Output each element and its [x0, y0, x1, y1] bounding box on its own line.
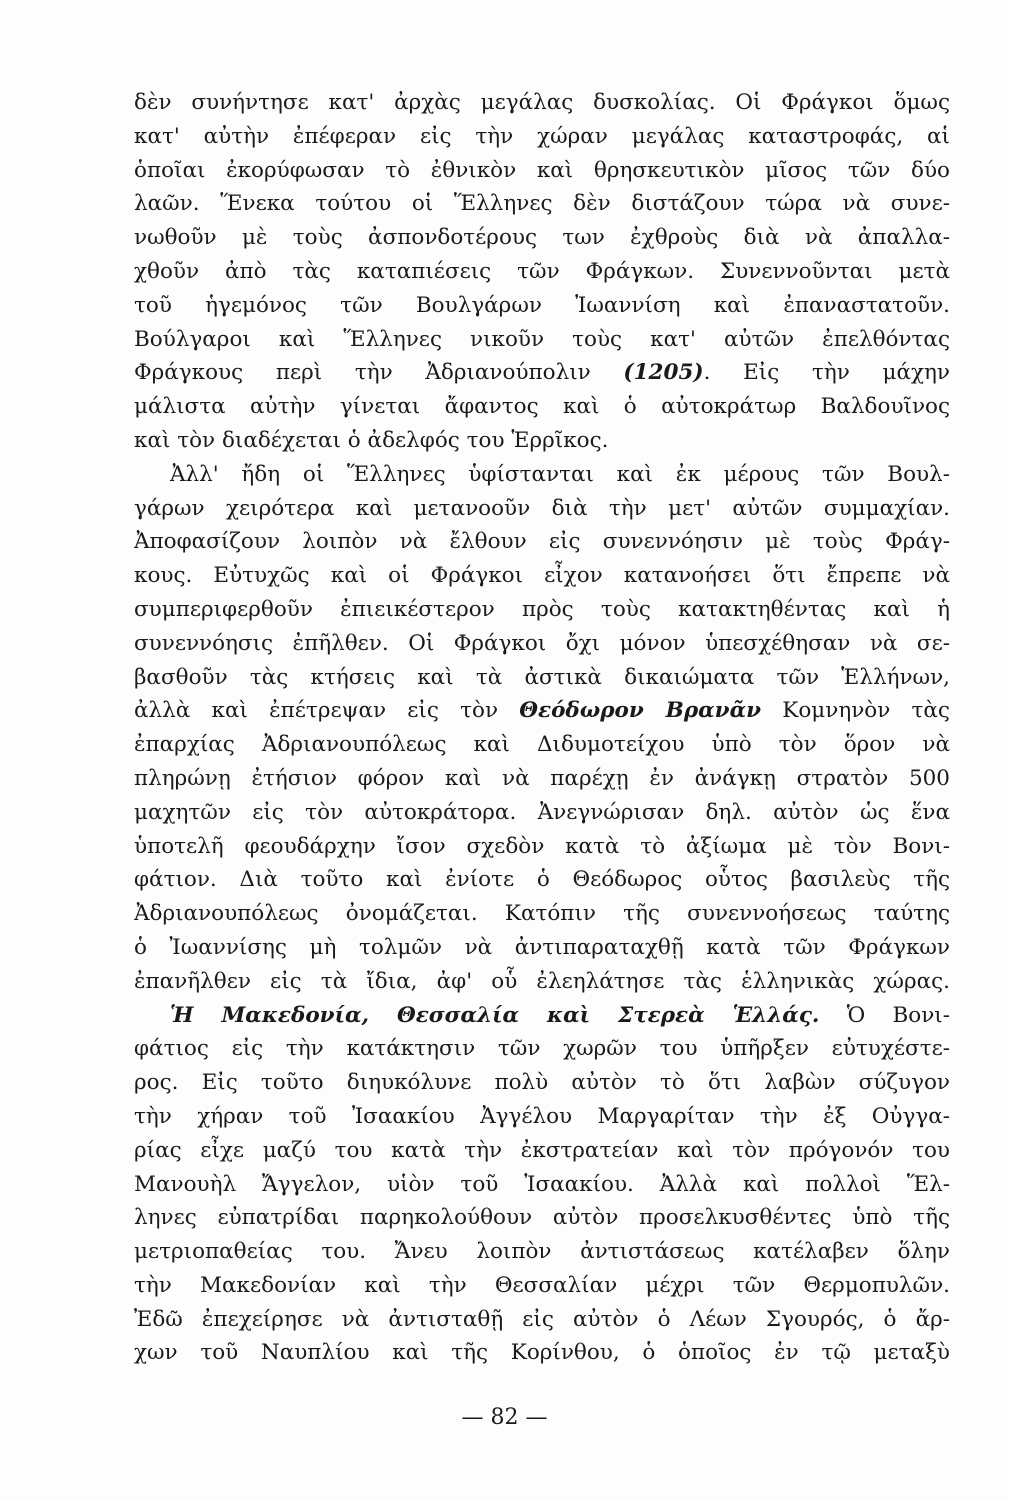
section-heading: Ἡ Μακεδονία, Θεσσαλία καὶ Στερεὰ Ἑλλάς. — [170, 1002, 820, 1028]
text-line: συνεννόησις ἐπῆλθεν. Οἱ Φράγκοι ὄχι μόνον ὑπεσχέθησαν νὰ σε- — [134, 630, 950, 656]
text-line: φάτιος εἰς τὴν κατάκτησιν τῶν χωρῶν του ὑπῆρξεν εὐτυχέστε- — [134, 1036, 950, 1062]
text-line: νωθοῦν μὲ τοὺς ἀσπονδοτέρους των ἐχθροὺς διὰ νὰ ἀπαλλα- — [134, 225, 950, 251]
text-line: ληνες εὐπατρίδαι παρηκολούθουν αὐτὸν προσελκυσθέντες ὑπὸ τῆς — [134, 1205, 950, 1231]
text-run: Φράγκους περὶ τὴν Ἀδριανούπολιν — [134, 360, 591, 386]
text-line: κατ' αὐτὴν ἐπέφεραν εἰς τὴν χώραν μεγάλας καταστροφάς, αἱ — [134, 123, 950, 149]
text-run: Ὁ Βονι- — [846, 1002, 950, 1028]
text-line: τὴν χήραν τοῦ Ἰσαακίου Ἀγγέλου Μαργαρίταν τὴν ἐξ Οὐγγα- — [134, 1103, 950, 1129]
text-line: Μανουὴλ Ἄγγελον, υἱὸν τοῦ Ἰσαακίου. Ἀλλὰ καὶ πολλοὶ Ἕλ- — [134, 1171, 950, 1197]
text-line: Ἀποφασίζουν λοιπὸν νὰ ἔλθουν εἰς συνεννόησιν μὲ τοὺς Φράγ- — [134, 529, 950, 555]
text-line: ὁ Ἰωαννίσης μὴ τολμῶν νὰ ἀντιπαραταχθῇ κατὰ τῶν Φράγκων — [134, 934, 950, 960]
text-line: βασθοῦν τὰς κτήσεις καὶ τὰ ἀστικὰ δικαιώματα τῶν Ἑλλήνων, — [134, 664, 950, 690]
text-line: δὲν συνήντησε κατ' ἀρχὰς μεγάλας δυσκολίας. Οἱ Φράγκοι ὅμως — [134, 90, 950, 115]
text-line: ὑποτελῆ φεουδάρχην ἴσον σχεδὸν κατὰ τὸ ἀξίωμα μὲ τὸν Βονι- — [134, 833, 950, 859]
text-line: συμπεριφερθοῦν ἐπιεικέστερον πρὸς τοὺς κατακτηθέντας καὶ ἡ — [134, 596, 950, 622]
text-line: πληρώνῃ ἐτήσιον φόρον καὶ νὰ παρέχῃ ἐν ἀνάγκῃ στρατὸν 500 — [134, 765, 950, 791]
paragraph-start-line: Ἀλλ' ἤδη οἱ Ἕλληνες ὑφίστανται καὶ ἐκ μέρους τῶν Βουλ- — [170, 461, 950, 487]
body-text — [134, 86, 950, 1370]
year-emphasis: (1205) — [623, 360, 704, 386]
text-line: κους. Εὐτυχῶς καὶ οἱ Φράγκοι εἶχον κατανοήσει ὅτι ἔπρεπε νὰ — [134, 563, 950, 589]
text-line: Ἐδῶ ἐπεχείρησε νὰ ἀντισταθῇ εἰς αὐτὸν ὁ Λέων Σγουρός, ὁ ἄρ- — [134, 1306, 950, 1332]
text-line: ρίας εἶχε μαζύ του κατὰ τὴν ἐκστρατείαν καὶ τὸν πρόγονόν του — [134, 1137, 950, 1163]
text-line: μαχητῶν εἰς τὸν αὐτοκράτορα. Ἀνεγνώρισαν δηλ. αὐτὸν ὡς ἕνα — [134, 799, 950, 825]
text-run: . Εἰς τὴν μάχην — [703, 360, 950, 386]
text-line: μάλιστα αὐτὴν γίνεται ἄφαντος καὶ ὁ αὐτοκράτωρ Βαλδουῖνος — [134, 394, 950, 420]
text-line: Ἀδριανουπόλεως ὀνομάζεται. Κατόπιν τῆς συνεννοήσεως ταύτης — [134, 901, 950, 927]
name-emphasis: Θεόδωρον Βρανᾶν — [519, 698, 762, 724]
text-line: ὁποῖαι ἐκορύφωσαν τὸ ἐθνικὸν καὶ θρησκευτικὸν μῖσος τῶν δύο — [134, 157, 950, 183]
text-line: φάτιον. Διὰ τοῦτο καὶ ἐνίοτε ὁ Θεόδωρος οὗτος βασιλεὺς τῆς — [134, 867, 950, 893]
text-line: Βούλγαροι καὶ Ἕλληνες νικοῦν τοὺς κατ' αὐτῶν ἐπελθόντας — [134, 326, 950, 352]
text-run: ἀλλὰ καὶ ἐπέτρεψαν εἰς τὸν — [134, 698, 499, 724]
text-line: χων τοῦ Ναυπλίου καὶ τῆς Κορίνθου, ὁ ὁποῖος ἐν τῷ μεταξὺ — [134, 1340, 950, 1366]
text-line: καὶ τὸν διαδέχεται ὁ ἀδελφός του Ἑρρῖκος. — [134, 427, 609, 453]
text-line: τὴν Μακεδονίαν καὶ τὴν Θεσσαλίαν μέχρι τῶν Θερμοπυλῶν. — [134, 1272, 950, 1298]
text-line: χθοῦν ἀπὸ τὰς καταπιέσεις τῶν Φράγκων. Συνεννοῦνται μετὰ — [134, 258, 950, 284]
text-line — [134, 694, 950, 728]
text-line: λαῶν. Ἕνεκα τούτου οἱ Ἕλληνες δὲν διστάζουν τώρα νὰ συνε- — [134, 191, 950, 217]
text-line: τοῦ ἡγεμόνος τῶν Βουλγάρων Ἰωαννίση καὶ ἐπαναστατοῦν. — [134, 292, 950, 318]
text-run: Κομνηνὸν τὰς — [782, 698, 950, 724]
text-line: ἐπανῆλθεν εἰς τὰ ἴδια, ἀφ' οὗ ἐλεηλάτησε τὰς ἑλληνικὰς χώρας. — [134, 968, 950, 994]
text-line: ἐπαρχίας Ἀδριανουπόλεως καὶ Διδυμοτείχου ὑπὸ τὸν ὅρον νὰ — [134, 732, 950, 758]
page-number: — 82 — — [461, 1405, 548, 1430]
text-line: ρος. Εἰς τοῦτο διηυκόλυνε πολὺ αὐτὸν τὸ ὅτι λαβὼν σύζυγον — [134, 1070, 950, 1096]
text-line: γάρων χειρότερα καὶ μετανοοῦν διὰ τὴν μετ' αὐτῶν συμμαχίαν. — [134, 495, 950, 521]
text-line — [134, 356, 950, 390]
text-line: μετριοπαθείας του. Ἄνευ λοιπὸν ἀντιστάσεως κατέλαβεν ὅλην — [134, 1239, 950, 1265]
section-heading-line — [134, 999, 950, 1033]
